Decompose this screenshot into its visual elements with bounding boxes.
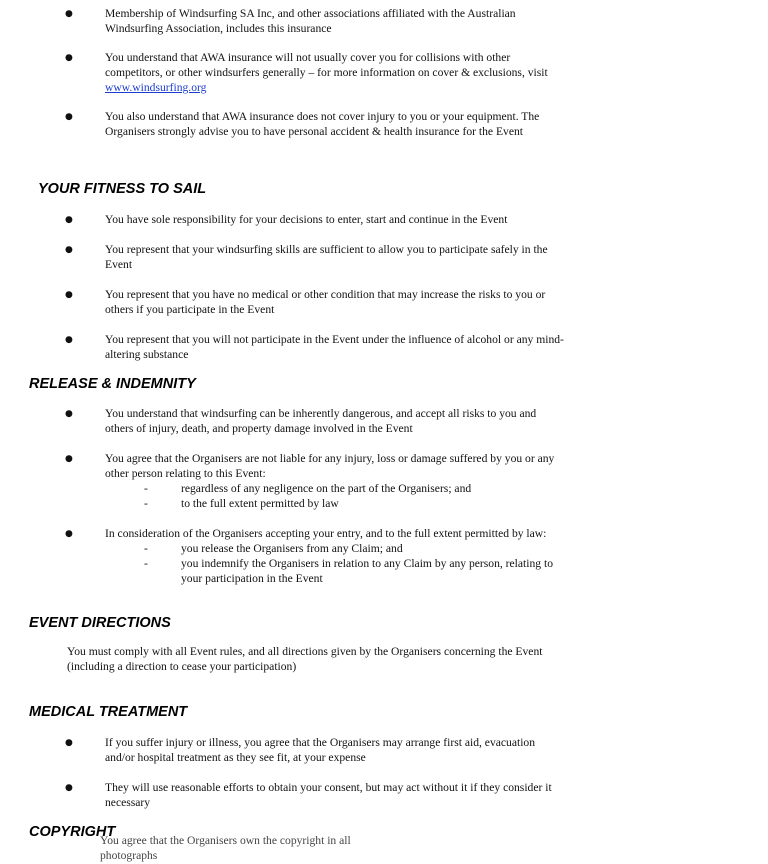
- collision-text: You understand that AWA insurance will not usually cover you for collisions with other competitors, or other windsurfers generally – for more information on cover & exclusions, visit: [105, 51, 548, 79]
- windsurfing-link[interactable]: www.windsurfing.org: [105, 80, 207, 94]
- copyright-text-truncated: You agree that the Organisers own the copyright in all photographs: [100, 834, 351, 862]
- list-item: ● You agree that the Organisers are not liable for any injury, loss or damage suffered by you or any other person relating to this Event: - regardless of any negligence on the part of the Organisers; and - to the full extent permitted by law: [65, 452, 555, 510]
- list-item: ● You represent that your windsurfing skills are sufficient to allow you to participate safely in the Event: [65, 243, 548, 271]
- dash-icon: -: [144, 481, 148, 495]
- section-heading-directions: EVENT DIRECTIONS: [29, 615, 171, 631]
- list-item: ● Membership of Windsurfing SA Inc, and other associations affiliated with the Australian Windsurfing Association, includes this insurance: [65, 7, 516, 35]
- bullet-icon: ●: [65, 409, 73, 419]
- directions-text: You must comply with all Event rules, and all directions given by the Organisers concerning the Event (including a direction to cease your participation): [67, 645, 543, 673]
- bullet-icon: ●: [65, 215, 73, 225]
- dash-icon: -: [144, 556, 148, 570]
- section-heading-fitness: YOUR FITNESS TO SAIL: [38, 181, 207, 197]
- list-item: ● You represent that you have no medical or other condition that may increase the risks to you or others if you participate in the Event: [65, 288, 546, 316]
- dash-icon: -: [144, 496, 148, 510]
- list-item: ● You also understand that AWA insurance does not cover injury to you or your equipment. The Organisers strongly advise you to have personal accident & health insurance for the Event: [65, 110, 540, 138]
- bullet-icon: ●: [65, 53, 73, 63]
- list-item: ● You represent that you will not participate in the Event under the influence of alcohol or any mind-altering substance: [65, 333, 564, 361]
- dash-icon: -: [144, 541, 148, 555]
- bullet-icon: ●: [65, 335, 73, 345]
- section-heading-release: RELEASE & INDEMNITY: [29, 376, 196, 392]
- list-item: ● In consideration of the Organisers accepting your entry, and to the full extent permitted by law: - you release the Organisers from any Claim; and - you indemnify the Organisers in relation to any Claim by any person, relating to your participation in the Event: [65, 527, 553, 585]
- list-item: ● They will use reasonable efforts to obtain your consent, but may act without it if they consider it necessary: [65, 781, 552, 809]
- bullet-icon: ●: [65, 738, 73, 748]
- section-heading-copyright: COPYRIGHT: [29, 824, 116, 840]
- bullet-icon: ●: [65, 529, 73, 539]
- bullet-icon: ●: [65, 245, 73, 255]
- list-item: ● You have sole responsibility for your decisions to enter, start and continue in the Event: [65, 213, 508, 226]
- section-heading-medical: MEDICAL TREATMENT: [29, 704, 188, 720]
- bullet-icon: ●: [65, 783, 73, 793]
- bullet-icon: ●: [65, 290, 73, 300]
- bullet-icon: ●: [65, 454, 73, 464]
- list-item: ● If you suffer injury or illness, you agree that the Organisers may arrange first aid, evacuation and/or hospital treatment as they see fit, at your expense: [65, 736, 536, 764]
- bullet-icon: ●: [65, 112, 73, 122]
- list-item: ● You understand that windsurfing can be inherently dangerous, and accept all risks to you and others of injury, death, and property damage involved in the Event: [65, 407, 537, 435]
- bullet-icon: ●: [65, 9, 73, 19]
- list-item: [0, 51, 768, 96]
